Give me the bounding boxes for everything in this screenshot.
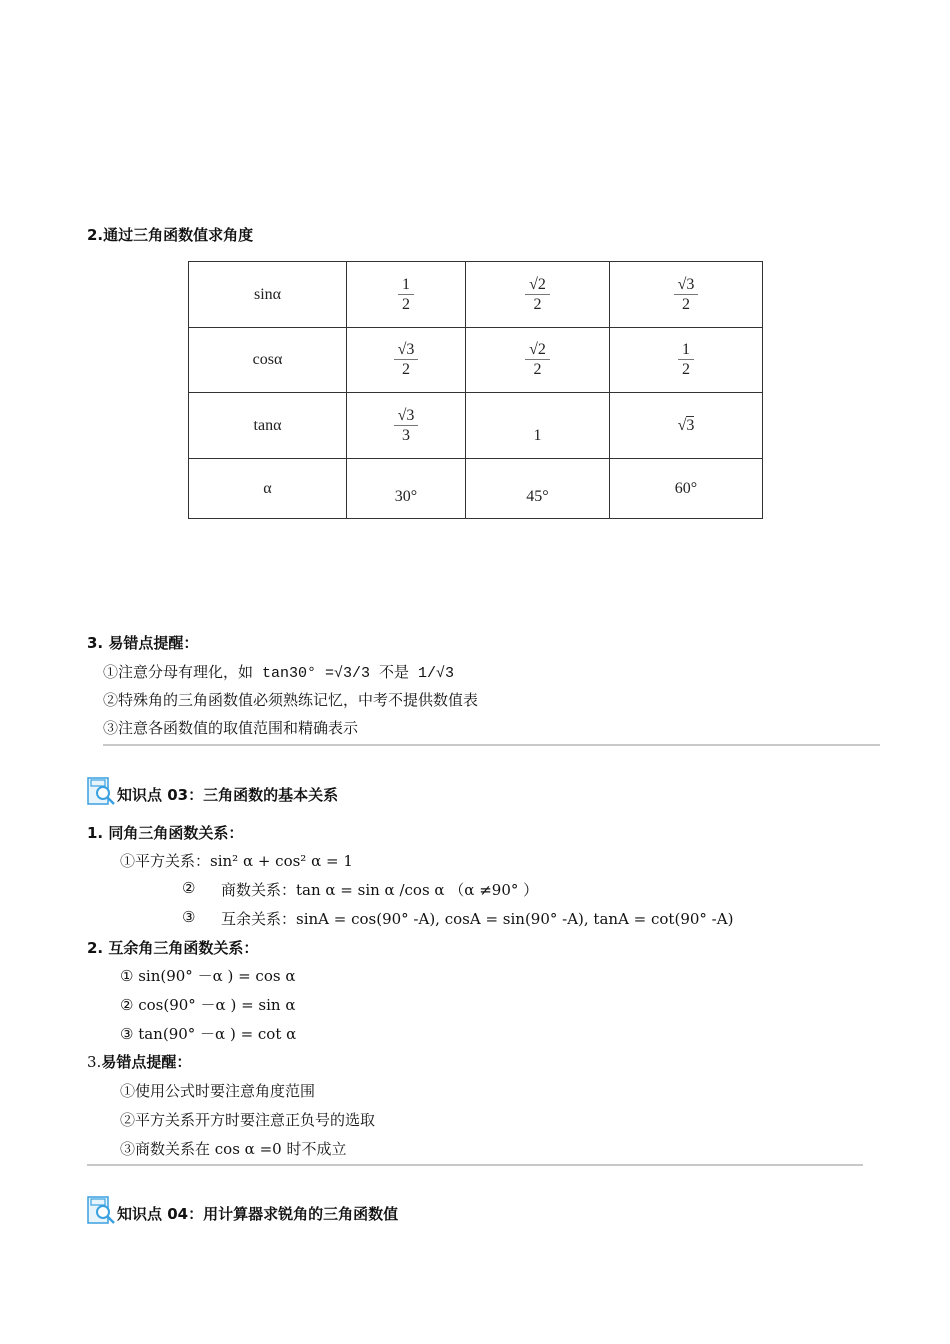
denominator: 2	[402, 295, 410, 313]
value-cell	[347, 328, 466, 393]
mistake-item: ②特殊角的三角函数值必须熟练记忆，中考不提供数值表	[103, 691, 479, 709]
value-cell	[610, 328, 763, 393]
value-cell	[610, 262, 763, 328]
same-angle-relations-heading: 1. 同角三角函数关系：	[87, 824, 244, 842]
complementary-angle-heading: 2. 互余角三角函数关系：	[87, 939, 259, 957]
numerator: 3	[406, 406, 415, 424]
fraction	[398, 277, 414, 314]
fraction	[674, 277, 699, 314]
function-label: cosα	[252, 351, 283, 368]
numerator: 1	[678, 342, 694, 360]
denominator: 2	[682, 295, 690, 313]
quotient-relation: 商数关系：tan α = sin α /cos α （α ≠90° ）	[221, 881, 539, 899]
sqrt-symbol: √	[529, 341, 538, 359]
item-number: ②	[182, 879, 196, 897]
heading-text: 易错点提醒：	[101, 1053, 192, 1071]
radicand: 3	[686, 416, 695, 434]
sqrt-symbol: √	[529, 275, 538, 293]
value-cell	[347, 262, 466, 328]
sqrt-symbol: √	[397, 406, 407, 424]
sqrt-symbol: √	[397, 341, 407, 359]
knowledge-point-03-title: 知识点 03：三角函数的基本关系	[117, 786, 339, 804]
table-row	[189, 459, 763, 519]
trig-values-table	[188, 261, 763, 519]
mistake-item: ②平方关系开方时要注意正负号的选取	[120, 1111, 376, 1129]
mistakes-heading-2	[87, 1051, 191, 1072]
value: 1	[533, 426, 542, 444]
section-heading-angles-from-values: 2.通过三角函数值求角度	[87, 226, 254, 244]
row-label	[189, 262, 347, 328]
value: 30°	[394, 487, 418, 505]
function-label: sinα	[253, 285, 282, 303]
mistake-item: ①使用公式时要注意角度范围	[120, 1082, 316, 1100]
fraction	[525, 277, 550, 314]
function-label: α	[263, 479, 272, 497]
fraction	[525, 342, 550, 379]
denominator: 2	[682, 361, 690, 378]
knowledge-point-04-title: 知识点 04：用计算器求锐角的三角函数值	[117, 1205, 399, 1223]
complementary-relation: 互余关系：sinA = cos(90° -A), cosA = sin(90° -A), tanA = cot(90° -A)	[221, 910, 734, 928]
table-row	[189, 262, 763, 328]
fraction	[394, 408, 419, 445]
value-cell	[466, 328, 610, 393]
knowledge-point-magnifier-icon	[86, 776, 116, 806]
fraction	[678, 342, 694, 379]
value: 45°	[526, 487, 549, 505]
numerator: 1	[398, 277, 414, 295]
value-cell	[466, 393, 610, 459]
row-label	[189, 393, 347, 459]
value-cell	[347, 459, 466, 519]
function-label: tanα	[253, 416, 282, 434]
row-label	[189, 328, 347, 393]
value-cell	[466, 262, 610, 328]
numerator: 3	[406, 341, 415, 359]
value: 60°	[674, 479, 698, 497]
numerator: 2	[537, 275, 546, 293]
cofunction-item: ② cos(90° －α ) = sin α	[120, 996, 296, 1014]
value-cell	[466, 459, 610, 519]
value-cell	[347, 393, 466, 459]
square-relation: ①平方关系：sin² α + cos² α = 1	[120, 852, 353, 870]
mistake-item: ③商数关系在 cos α =0 时不成立	[120, 1140, 347, 1158]
item-number: ③	[182, 908, 196, 926]
table-row	[189, 393, 763, 459]
value-cell	[610, 459, 763, 519]
numerator: 3	[686, 275, 695, 293]
sqrt-symbol: √	[677, 275, 687, 293]
divider	[103, 744, 880, 746]
mistake-item: ①注意分母有理化，如 tan30° =√3/3 不是 1/√3	[103, 665, 455, 682]
row-label	[189, 459, 347, 519]
cofunction-item: ① sin(90° －α ) = cos α	[120, 967, 296, 985]
value-cell	[610, 393, 763, 459]
denominator: 2	[533, 295, 542, 313]
mistakes-heading: 3. 易错点提醒：	[87, 634, 199, 652]
table-row	[189, 328, 763, 393]
cofunction-item: ③ tan(90° －α ) = cot α	[120, 1025, 297, 1043]
sqrt-symbol: √	[677, 416, 687, 434]
denominator: 2	[533, 361, 542, 378]
heading-number: 3.	[87, 1053, 102, 1071]
denominator: 3	[402, 426, 410, 444]
denominator: 2	[402, 361, 410, 378]
numerator: 2	[537, 341, 546, 359]
knowledge-point-magnifier-icon	[86, 1195, 116, 1225]
fraction	[394, 342, 419, 379]
mistake-item: ③注意各函数值的取值范围和精确表示	[103, 719, 359, 737]
divider	[87, 1164, 863, 1166]
